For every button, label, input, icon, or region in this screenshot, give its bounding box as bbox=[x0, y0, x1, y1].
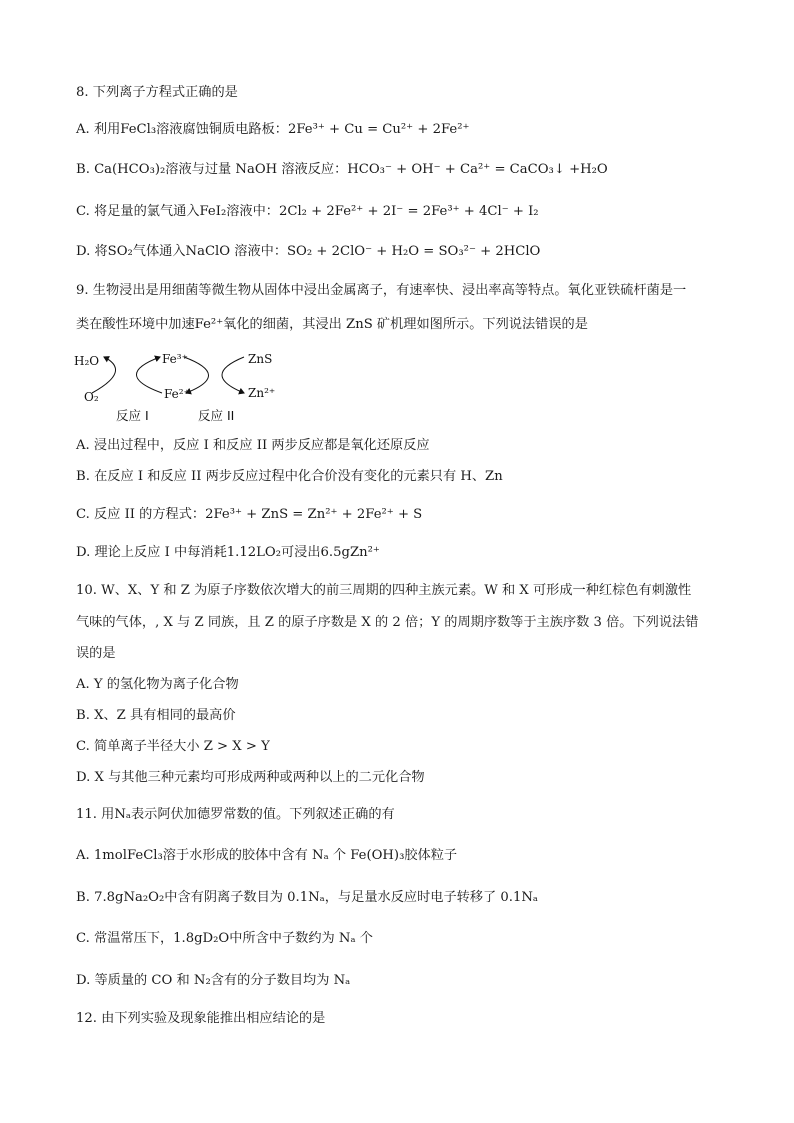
q9-option-d: D. 理论上反应 I 中每消耗1.12LO₂可浸出6.5gZn²⁺ bbox=[76, 545, 380, 560]
q9-stem-line2: 类在酸性环境中加速Fe²⁺氧化的细菌，其浸出 ZnS 矿机理如图所示。下列说法错误的是 bbox=[76, 317, 588, 332]
q8-option-a: A. 利用FeCl₃溶液腐蚀铜质电路板：2Fe³⁺ + Cu = Cu²⁺ + 2Fe²⁺ bbox=[76, 122, 470, 137]
q10-option-a: A. Y 的氢化物为离子化合物 bbox=[76, 677, 239, 692]
q10-stem-line3: 误的是 bbox=[76, 646, 116, 661]
reaction-mechanism-diagram bbox=[72, 343, 302, 428]
label-reaction-2: 反应 II bbox=[198, 408, 235, 423]
q11-option-a: A. 1molFeCl₃溶于水形成的胶体中含有 Nₐ 个 Fe(OH)₃胶体粒子 bbox=[76, 848, 458, 863]
label-h2o: H₂O bbox=[74, 354, 100, 368]
q11-option-b: B. 7.8gNa₂O₂中含有阴离子数目为 0.1Nₐ，与足量水反应时电子转移了 0.1Nₐ bbox=[76, 890, 538, 905]
q10-stem-line2: 气味的气体，, X 与 Z 同族，且 Z 的原子序数是 X 的 2 倍；Y 的周期序数等于主族序数 3 倍。下列说法错 bbox=[76, 615, 699, 630]
q11-option-d: D. 等质量的 CO 和 N₂含有的分子数目均为 Nₐ bbox=[76, 973, 351, 988]
q10-option-b: B. X、Z 具有相同的最高价 bbox=[76, 708, 236, 723]
q8-option-c: C. 将足量的氯气通入FeI₂溶液中：2Cl₂ + 2Fe²⁺ + 2I⁻ = 2Fe³⁺ + 4Cl⁻ + I₂ bbox=[76, 204, 539, 219]
label-reaction-1: 反应 I bbox=[116, 408, 149, 423]
q8-option-d: D. 将SO₂气体通入NaClO 溶液中：SO₂ + 2ClO⁻ + H₂O = SO₃²⁻ + 2HClO bbox=[76, 244, 541, 259]
q9-option-a: A. 浸出过程中，反应 I 和反应 II 两步反应都是氧化还原反应 bbox=[76, 438, 430, 453]
q10-option-d: D. X 与其他三种元素均可形成两种或两种以上的二元化合物 bbox=[76, 770, 425, 785]
arrow-zns-to-zn2 bbox=[222, 357, 244, 393]
q10-option-c: C. 简单离子半径大小 Z > X > Y bbox=[76, 739, 270, 754]
label-zns: ZnS bbox=[248, 352, 273, 366]
q8-option-b: B. Ca(HCO₃)₂溶液与过量 NaOH 溶液反应：HCO₃⁻ + OH⁻ + Ca²⁺ = CaCO₃↓ +H₂O bbox=[76, 162, 608, 177]
q10-stem-line1: 10. W、X、Y 和 Z 为原子序数依次增大的前三周期的四种主族元素。W 和 X 可形成一种红棕色有刺激性 bbox=[76, 583, 692, 598]
q9-option-c: C. 反应 II 的方程式：2Fe³⁺ + ZnS = Zn²⁺ + 2Fe²⁺ + S bbox=[76, 507, 423, 522]
q11-option-c: C. 常温常压下，1.8gD₂O中所含中子数约为 Nₐ 个 bbox=[76, 931, 373, 946]
label-fe3: Fe³⁺ bbox=[162, 352, 188, 366]
label-zn2: Zn²⁺ bbox=[248, 386, 276, 400]
q8-stem: 8. 下列离子方程式正确的是 bbox=[76, 85, 238, 100]
label-fe2: Fe²⁺ bbox=[164, 387, 190, 401]
q12-stem: 12. 由下列实验及现象能推出相应结论的是 bbox=[76, 1011, 326, 1026]
label-o2: O₂ bbox=[84, 390, 99, 404]
arrow-fe2-to-fe3 bbox=[136, 357, 162, 393]
q9-option-b: B. 在反应 I 和反应 II 两步反应过程中化合价没有变化的元素只有 H、Zn bbox=[76, 469, 503, 484]
q9-stem-line1: 9. 生物浸出是用细菌等微生物从固体中浸出金属离子，有速率快、浸出率高等特点。氧化亚铁硫杆菌是一 bbox=[76, 283, 687, 298]
q11-stem: 11. 用Nₐ表示阿伏加德罗常数的值。下列叙述正确的有 bbox=[76, 807, 395, 822]
